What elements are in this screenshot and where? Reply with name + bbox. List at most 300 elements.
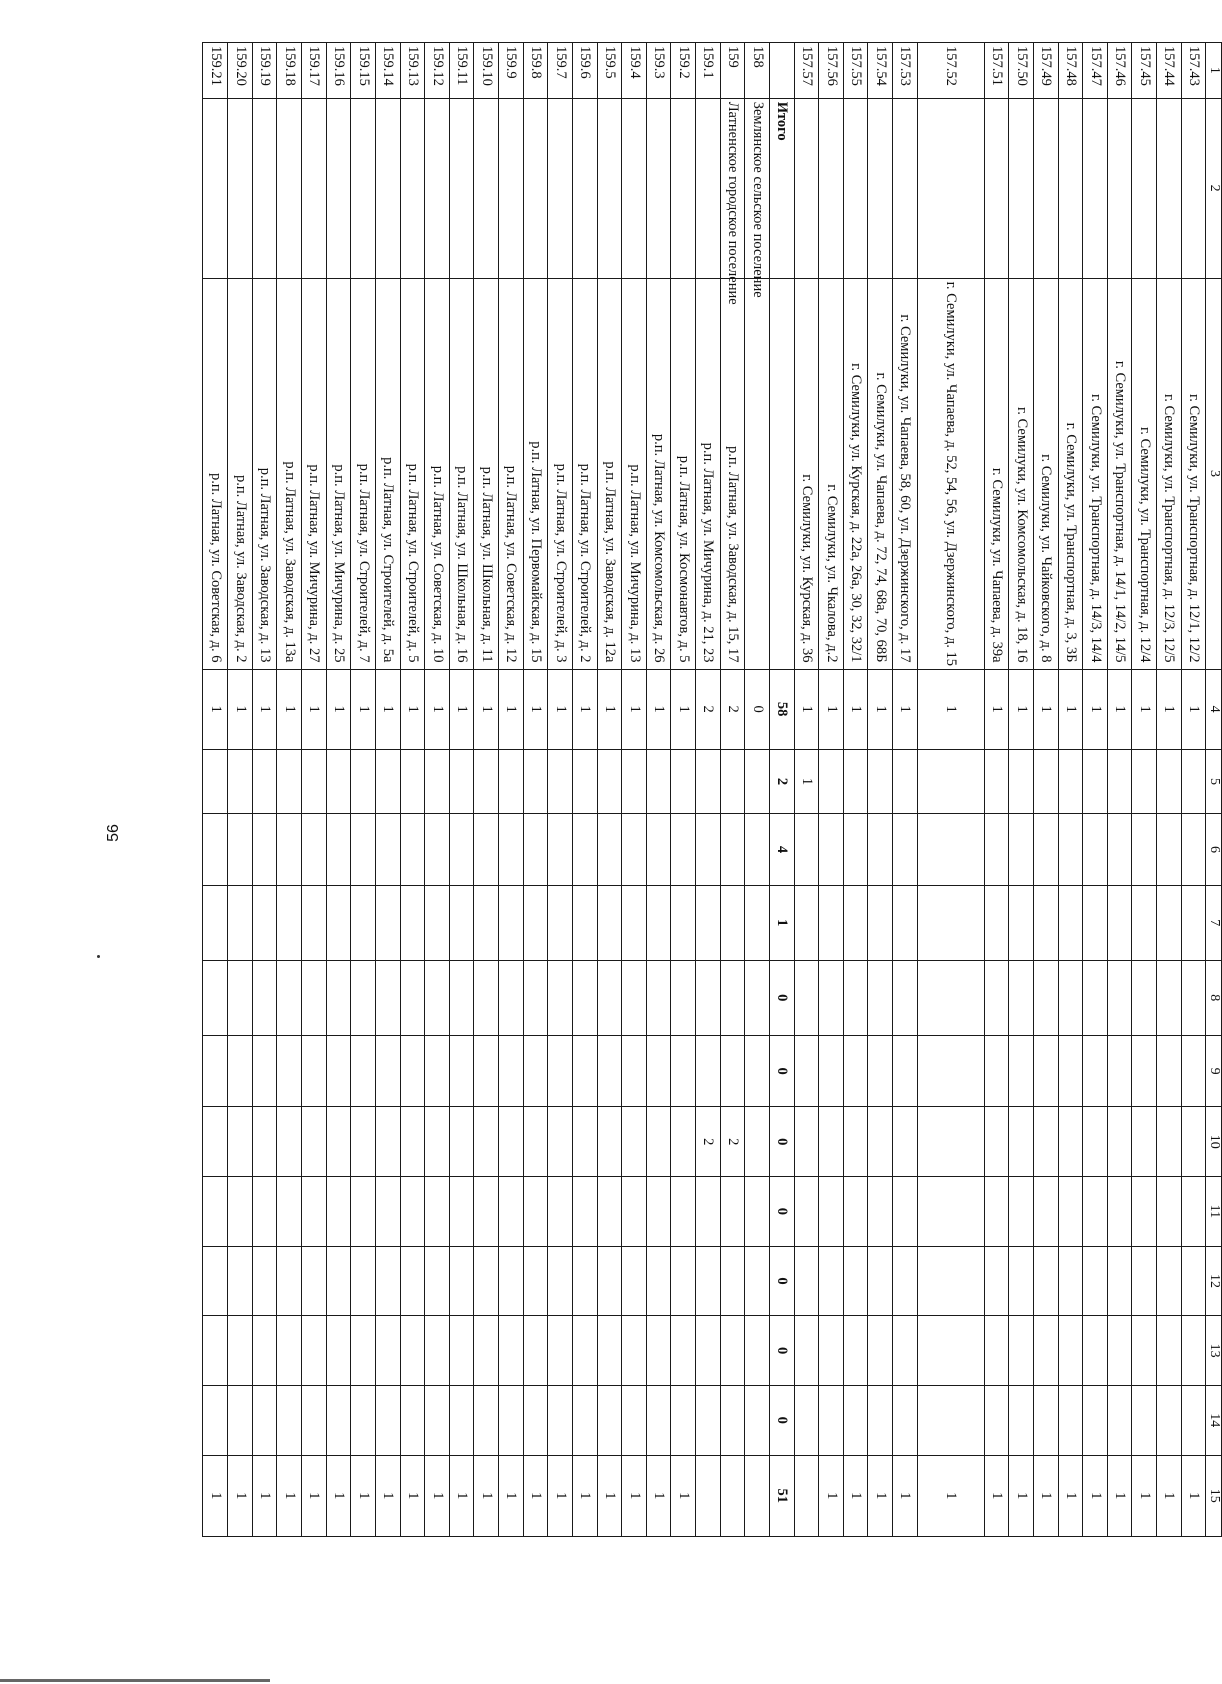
value-cell-col4: 1 (474, 669, 499, 749)
value-cell-col6 (548, 814, 573, 886)
scan-speck (97, 955, 100, 958)
value-cell-col11 (351, 1177, 376, 1247)
value-cell-col8 (843, 960, 868, 1035)
row-number-cell: 159.5 (597, 43, 622, 99)
value-cell-col9 (499, 1035, 524, 1107)
value-cell-col9 (671, 1035, 696, 1107)
row-number-cell: 159.4 (622, 43, 647, 99)
value-cell-col8: 0 (769, 960, 794, 1035)
value-cell-col4: 1 (917, 669, 984, 749)
value-cell-col14 (646, 1385, 671, 1455)
value-cell-col10 (843, 1107, 868, 1177)
table-row (351, 43, 376, 1537)
value-cell-col6 (499, 814, 524, 886)
value-cell-col6 (228, 814, 253, 886)
value-cell-col12 (868, 1246, 893, 1316)
settlement-cell (671, 98, 696, 278)
table-row (1107, 43, 1132, 1537)
value-cell-col4: 1 (449, 669, 474, 749)
value-cell-col13 (1157, 1316, 1182, 1386)
value-cell-col14 (203, 1385, 228, 1455)
value-cell-col15: 1 (1083, 1455, 1108, 1536)
value-cell-col9 (400, 1035, 425, 1107)
settlement-cell (1058, 98, 1083, 278)
address-cell: р.п. Латная, ул. Строителей, д. 5а (375, 278, 400, 669)
value-cell-col13 (843, 1316, 868, 1386)
value-cell-col10 (548, 1107, 573, 1177)
row-number-cell: 159.19 (252, 43, 277, 99)
value-cell-col5 (228, 749, 253, 813)
value-cell-col5 (474, 749, 499, 813)
value-cell-col10 (302, 1107, 327, 1177)
table-row (1033, 43, 1058, 1537)
value-cell-col11 (1009, 1177, 1034, 1247)
value-cell-col15: 1 (1033, 1455, 1058, 1536)
value-cell-col8 (893, 960, 918, 1035)
settlement-cell (351, 98, 376, 278)
value-cell-col11 (819, 1177, 844, 1247)
value-cell-col12 (597, 1246, 622, 1316)
settlement-cell (572, 98, 597, 278)
row-number-cell: 159.6 (572, 43, 597, 99)
address-cell: г. Семилуки, ул. Чкалова, д.2 (819, 278, 844, 669)
value-cell-col4: 2 (720, 669, 745, 749)
address-cell: р.п. Латная, ул. Советская, д. 12 (499, 278, 524, 669)
column-header-7: 7 (1206, 885, 1222, 960)
value-cell-col9 (277, 1035, 302, 1107)
value-cell-col13 (794, 1316, 819, 1386)
value-cell-col14 (474, 1385, 499, 1455)
value-cell-col9 (917, 1035, 984, 1107)
value-cell-col15: 1 (1058, 1455, 1083, 1536)
value-cell-col10 (474, 1107, 499, 1177)
value-cell-col7 (720, 885, 745, 960)
value-cell-col8 (1083, 960, 1108, 1035)
table-total-row (769, 43, 794, 1537)
value-cell-col13 (1132, 1316, 1157, 1386)
value-cell-col7 (425, 885, 450, 960)
table-row (868, 43, 893, 1537)
value-cell-col6 (893, 814, 918, 886)
value-cell-col10 (1009, 1107, 1034, 1177)
value-cell-col15: 1 (1157, 1455, 1182, 1536)
row-number-cell: 159.11 (449, 43, 474, 99)
value-cell-col9 (326, 1035, 351, 1107)
value-cell-col6 (302, 814, 327, 886)
value-cell-col12 (302, 1246, 327, 1316)
value-cell-col14 (449, 1385, 474, 1455)
value-cell-col10: 2 (696, 1107, 721, 1177)
value-cell-col6 (1157, 814, 1182, 886)
value-cell-col4: 1 (893, 669, 918, 749)
value-cell-col13 (351, 1316, 376, 1386)
value-cell-col9 (302, 1035, 327, 1107)
address-cell: г. Семилуки, ул. Чапаева, д. 72, 74, 68а, 70, 68Б (868, 278, 893, 669)
value-cell-col12 (425, 1246, 450, 1316)
value-cell-col15: 1 (622, 1455, 647, 1536)
value-cell-col12 (375, 1246, 400, 1316)
value-cell-col9 (745, 1035, 770, 1107)
value-cell-col7 (1107, 885, 1132, 960)
table-row (1009, 43, 1034, 1537)
value-cell-col11 (449, 1177, 474, 1247)
value-cell-col13 (277, 1316, 302, 1386)
value-cell-col5 (375, 749, 400, 813)
value-cell-col9 (523, 1035, 548, 1107)
value-cell-col11 (646, 1177, 671, 1247)
value-cell-col10: 0 (769, 1107, 794, 1177)
value-cell-col6 (984, 814, 1009, 886)
value-cell-col6 (819, 814, 844, 886)
value-cell-col13 (819, 1316, 844, 1386)
value-cell-col15: 1 (572, 1455, 597, 1536)
value-cell-col4: 1 (1132, 669, 1157, 749)
row-number-cell: 157.45 (1132, 43, 1157, 99)
table-row (252, 43, 277, 1537)
settlement-cell (794, 98, 819, 278)
value-cell-col6 (1033, 814, 1058, 886)
row-number-cell: 157.53 (893, 43, 918, 99)
value-cell-col4: 1 (646, 669, 671, 749)
value-cell-col10 (572, 1107, 597, 1177)
table-row (984, 43, 1009, 1537)
value-cell-col13 (400, 1316, 425, 1386)
value-cell-col10 (499, 1107, 524, 1177)
value-cell-col11 (893, 1177, 918, 1247)
settlement-cell (474, 98, 499, 278)
value-cell-col15: 1 (1009, 1455, 1034, 1536)
column-header-5: 5 (1206, 749, 1222, 813)
value-cell-col14 (1083, 1385, 1108, 1455)
value-cell-col5 (1157, 749, 1182, 813)
value-cell-col4: 1 (1181, 669, 1206, 749)
value-cell-col11 (1033, 1177, 1058, 1247)
value-cell-col9 (720, 1035, 745, 1107)
table-row (474, 43, 499, 1537)
value-cell-col14 (597, 1385, 622, 1455)
value-cell-col14 (252, 1385, 277, 1455)
address-cell: г. Семилуки, ул. Курская, д. 22а, 26а, 30, 32, 32/1 (843, 278, 868, 669)
value-cell-col8 (449, 960, 474, 1035)
row-number-cell: 157.48 (1058, 43, 1083, 99)
table-row (696, 43, 721, 1537)
column-header-2: 2 (1206, 98, 1222, 278)
value-cell-col14 (351, 1385, 376, 1455)
table-row (917, 43, 984, 1537)
value-cell-col9 (425, 1035, 450, 1107)
value-cell-col12 (548, 1246, 573, 1316)
value-cell-col9 (597, 1035, 622, 1107)
value-cell-col4: 58 (769, 669, 794, 749)
value-cell-col8 (400, 960, 425, 1035)
value-cell-col14 (302, 1385, 327, 1455)
value-cell-col13 (548, 1316, 573, 1386)
row-number-cell: 159.1 (696, 43, 721, 99)
row-number-cell: 157.52 (917, 43, 984, 99)
row-number-cell: 157.47 (1083, 43, 1108, 99)
value-cell-col11: 0 (769, 1177, 794, 1247)
value-cell-col12 (843, 1246, 868, 1316)
value-cell-col8 (499, 960, 524, 1035)
value-cell-col7 (843, 885, 868, 960)
settlement-cell: Землянское сельское поселение (745, 98, 770, 278)
table-row (425, 43, 450, 1537)
value-cell-col9 (819, 1035, 844, 1107)
value-cell-col4: 1 (425, 669, 450, 749)
value-cell-col5 (646, 749, 671, 813)
column-header-15: 15 (1206, 1455, 1222, 1536)
value-cell-col13 (696, 1316, 721, 1386)
settlement-cell (893, 98, 918, 278)
data-table (202, 42, 1222, 1537)
table-row (228, 43, 253, 1537)
value-cell-col14 (572, 1385, 597, 1455)
column-header-1: 1 (1206, 43, 1222, 99)
value-cell-col10 (1083, 1107, 1108, 1177)
address-cell (745, 278, 770, 669)
value-cell-col12 (351, 1246, 376, 1316)
address-cell: р.п. Латная, ул. Мичурина, д. 25 (326, 278, 351, 669)
table-row (794, 43, 819, 1537)
value-cell-col11 (277, 1177, 302, 1247)
value-cell-col5 (745, 749, 770, 813)
value-cell-col11 (597, 1177, 622, 1247)
address-cell: г. Семилуки, ул. Транспортная, д. 12/4 (1132, 278, 1157, 669)
value-cell-col5 (1033, 749, 1058, 813)
value-cell-col14: 0 (769, 1385, 794, 1455)
value-cell-col7 (548, 885, 573, 960)
row-number-cell: 157.51 (984, 43, 1009, 99)
table-row (671, 43, 696, 1537)
value-cell-col15: 1 (1132, 1455, 1157, 1536)
value-cell-col6 (622, 814, 647, 886)
column-header-9: 9 (1206, 1035, 1222, 1107)
settlement-cell (1157, 98, 1182, 278)
settlement-cell (400, 98, 425, 278)
value-cell-col4: 1 (548, 669, 573, 749)
value-cell-col6 (794, 814, 819, 886)
value-cell-col12 (1181, 1246, 1206, 1316)
value-cell-col14 (1181, 1385, 1206, 1455)
row-number-cell: 159 (720, 43, 745, 99)
value-cell-col4: 1 (984, 669, 1009, 749)
value-cell-col4: 1 (375, 669, 400, 749)
settlement-cell (1083, 98, 1108, 278)
column-header-11: 11 (1206, 1177, 1222, 1247)
table-rotator (202, 42, 1222, 1537)
value-cell-col6 (843, 814, 868, 886)
value-cell-col12: 0 (769, 1246, 794, 1316)
column-header-8: 8 (1206, 960, 1222, 1035)
value-cell-col12 (1083, 1246, 1108, 1316)
value-cell-col11 (984, 1177, 1009, 1247)
column-header-3: 3 (1206, 278, 1222, 669)
settlement-cell (1132, 98, 1157, 278)
value-cell-col11 (868, 1177, 893, 1247)
value-cell-col10 (745, 1107, 770, 1177)
value-cell-col8 (326, 960, 351, 1035)
value-cell-col11 (499, 1177, 524, 1247)
value-cell-col14 (548, 1385, 573, 1455)
value-cell-col8 (1107, 960, 1132, 1035)
value-cell-col15: 1 (819, 1455, 844, 1536)
value-cell-col7 (203, 885, 228, 960)
value-cell-col10 (1181, 1107, 1206, 1177)
value-cell-col9 (1181, 1035, 1206, 1107)
value-cell-col13 (868, 1316, 893, 1386)
value-cell-col7 (228, 885, 253, 960)
value-cell-col9 (794, 1035, 819, 1107)
value-cell-col13 (252, 1316, 277, 1386)
value-cell-col9 (548, 1035, 573, 1107)
value-cell-col6 (351, 814, 376, 886)
value-cell-col7 (745, 885, 770, 960)
row-number-cell: 159.18 (277, 43, 302, 99)
address-cell: г. Семилуки, ул. Транспортная, д. 14/3, 14/4 (1083, 278, 1108, 669)
value-cell-col5 (572, 749, 597, 813)
address-cell: г. Семилуки, ул. Чапаева, д. 52, 54, 56, ул. Дзержинского, д. 15 (917, 278, 984, 669)
address-cell: р.п. Латная, ул. Космонавтов, д. 5 (671, 278, 696, 669)
value-cell-col10 (203, 1107, 228, 1177)
value-cell-col9 (1157, 1035, 1182, 1107)
value-cell-col15: 1 (843, 1455, 868, 1536)
settlement-cell (499, 98, 524, 278)
value-cell-col12 (572, 1246, 597, 1316)
value-cell-col11 (375, 1177, 400, 1247)
value-cell-col8 (252, 960, 277, 1035)
value-cell-col6 (745, 814, 770, 886)
value-cell-col4: 1 (1009, 669, 1034, 749)
address-cell: г. Семилуки, ул. Курская, д. 36 (794, 278, 819, 669)
table-row (302, 43, 327, 1537)
row-number-cell: 159.20 (228, 43, 253, 99)
value-cell-col13 (375, 1316, 400, 1386)
table-row (1181, 43, 1206, 1537)
value-cell-col6 (696, 814, 721, 886)
value-cell-col5 (499, 749, 524, 813)
address-cell: р.п. Латная, ул. Строителей, д. 5 (400, 278, 425, 669)
settlement-cell (1033, 98, 1058, 278)
value-cell-col14 (917, 1385, 984, 1455)
value-cell-col10 (794, 1107, 819, 1177)
settlement-cell (548, 98, 573, 278)
value-cell-col14 (1033, 1385, 1058, 1455)
value-cell-col7 (326, 885, 351, 960)
value-cell-col7 (351, 885, 376, 960)
value-cell-col14 (375, 1385, 400, 1455)
value-cell-col15: 1 (1181, 1455, 1206, 1536)
value-cell-col9 (449, 1035, 474, 1107)
table-row (646, 43, 671, 1537)
row-number-cell: 157.49 (1033, 43, 1058, 99)
value-cell-col15: 1 (375, 1455, 400, 1536)
value-cell-col11 (622, 1177, 647, 1247)
value-cell-col4: 1 (277, 669, 302, 749)
value-cell-col12 (203, 1246, 228, 1316)
table-row (203, 43, 228, 1537)
value-cell-col7 (819, 885, 844, 960)
column-header-12: 12 (1206, 1246, 1222, 1316)
value-cell-col14 (1107, 1385, 1132, 1455)
value-cell-col13 (597, 1316, 622, 1386)
value-cell-col10 (1157, 1107, 1182, 1177)
value-cell-col5 (449, 749, 474, 813)
value-cell-col5 (252, 749, 277, 813)
value-cell-col12 (984, 1246, 1009, 1316)
value-cell-col8 (474, 960, 499, 1035)
value-cell-col14 (1132, 1385, 1157, 1455)
value-cell-col12 (794, 1246, 819, 1316)
value-cell-col8 (622, 960, 647, 1035)
value-cell-col8 (277, 960, 302, 1035)
value-cell-col12 (252, 1246, 277, 1316)
value-cell-col5 (400, 749, 425, 813)
value-cell-col15: 1 (425, 1455, 450, 1536)
value-cell-col5 (720, 749, 745, 813)
address-cell: г. Семилуки, ул. Транспортная, д. 12/1, 12/2 (1181, 278, 1206, 669)
value-cell-col13 (523, 1316, 548, 1386)
value-cell-col5 (1181, 749, 1206, 813)
table-row (572, 43, 597, 1537)
value-cell-col8 (1033, 960, 1058, 1035)
row-number-cell: 159.8 (523, 43, 548, 99)
value-cell-col12 (400, 1246, 425, 1316)
table-row (277, 43, 302, 1537)
value-cell-col8 (1157, 960, 1182, 1035)
value-cell-col12 (326, 1246, 351, 1316)
value-cell-col14 (228, 1385, 253, 1455)
value-cell-col10: 2 (720, 1107, 745, 1177)
settlement-cell (302, 98, 327, 278)
value-cell-col12 (819, 1246, 844, 1316)
value-cell-col11 (1157, 1177, 1182, 1247)
value-cell-col8 (1181, 960, 1206, 1035)
value-cell-col11 (843, 1177, 868, 1247)
value-cell-col4: 0 (745, 669, 770, 749)
value-cell-col7 (794, 885, 819, 960)
value-cell-col13 (917, 1316, 984, 1386)
table-header-row (1206, 43, 1222, 1537)
value-cell-col15: 51 (769, 1455, 794, 1536)
value-cell-col10 (646, 1107, 671, 1177)
value-cell-col4: 1 (252, 669, 277, 749)
value-cell-col11 (326, 1177, 351, 1247)
table-row (548, 43, 573, 1537)
value-cell-col4: 1 (1083, 669, 1108, 749)
address-cell: р.п. Латная, ул. Школьная, д. 16 (449, 278, 474, 669)
value-cell-col4: 1 (228, 669, 253, 749)
value-cell-col13 (425, 1316, 450, 1386)
value-cell-col7 (893, 885, 918, 960)
value-cell-col12 (474, 1246, 499, 1316)
value-cell-col13 (326, 1316, 351, 1386)
value-cell-col4: 1 (572, 669, 597, 749)
value-cell-col14 (745, 1385, 770, 1455)
value-cell-col10 (277, 1107, 302, 1177)
value-cell-col4: 1 (597, 669, 622, 749)
address-cell: г. Семилуки, ул. Транспортная, д. 12/3, 12/5 (1157, 278, 1182, 669)
value-cell-col13 (203, 1316, 228, 1386)
value-cell-col6 (1058, 814, 1083, 886)
value-cell-col7 (302, 885, 327, 960)
settlement-cell (203, 98, 228, 278)
value-cell-col14 (843, 1385, 868, 1455)
row-number-cell: 157.44 (1157, 43, 1182, 99)
value-cell-col12 (1157, 1246, 1182, 1316)
address-cell: р.п. Латная, ул. Строителей, д. 3 (548, 278, 573, 669)
value-cell-col8 (1058, 960, 1083, 1035)
value-cell-col6 (646, 814, 671, 886)
